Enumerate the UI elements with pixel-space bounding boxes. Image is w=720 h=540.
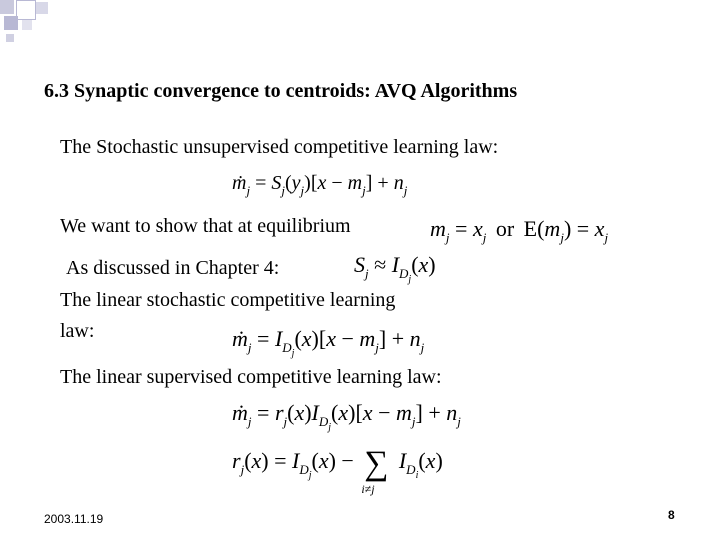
decor-square xyxy=(0,0,14,14)
slide-title: 6.3 Synaptic convergence to centroids: AVQ Algorithms xyxy=(44,80,518,102)
or-word: or xyxy=(495,216,515,241)
supervised-law-text: The linear supervised competitive learning law: xyxy=(60,366,442,388)
decor-square xyxy=(36,2,48,14)
chapter-text: As discussed in Chapter 4: xyxy=(66,257,280,279)
equation-approximation: $S_j \approx I_{D_j}(x)$ xyxy=(354,252,436,285)
decor-square xyxy=(22,20,32,30)
linear-stochastic-text-2: law: xyxy=(60,320,95,342)
stochastic-law-text: The Stochastic unsupervised competitive learning law: xyxy=(60,136,499,158)
equilibrium-text: We want to show that at equilibrium xyxy=(60,215,351,237)
slide-date: 2003.11.19 xyxy=(44,512,104,526)
decor-square xyxy=(16,0,36,20)
equation-linear-stochastic: ṁ$_j$ = $I_{D_j}(x)[x - m_j] + n_j$ xyxy=(232,326,425,359)
equation-reinforcement: $r_j(x) = I_{D_j}(x)$ − ∑ i≠j $I_{D_i}(x)$ xyxy=(232,445,443,496)
page-number: 8 xyxy=(668,508,675,522)
equation-stochastic-unsupervised: ṁ$_j$ = $S_j(y_j)[x - m_j] + n_j$ xyxy=(232,172,408,198)
equation-supervised: ṁ$_j$ = $r_j(x)I_{D_j}(x)[x - m_j] + n_j$ xyxy=(232,400,461,433)
decor-square xyxy=(4,16,18,30)
decor-square xyxy=(6,34,14,42)
equation-equilibrium: $m_j = x_j$ or $E(m_j) = x_j$ xyxy=(430,216,609,245)
linear-stochastic-text-1: The linear stochastic competitive learning xyxy=(60,289,396,311)
